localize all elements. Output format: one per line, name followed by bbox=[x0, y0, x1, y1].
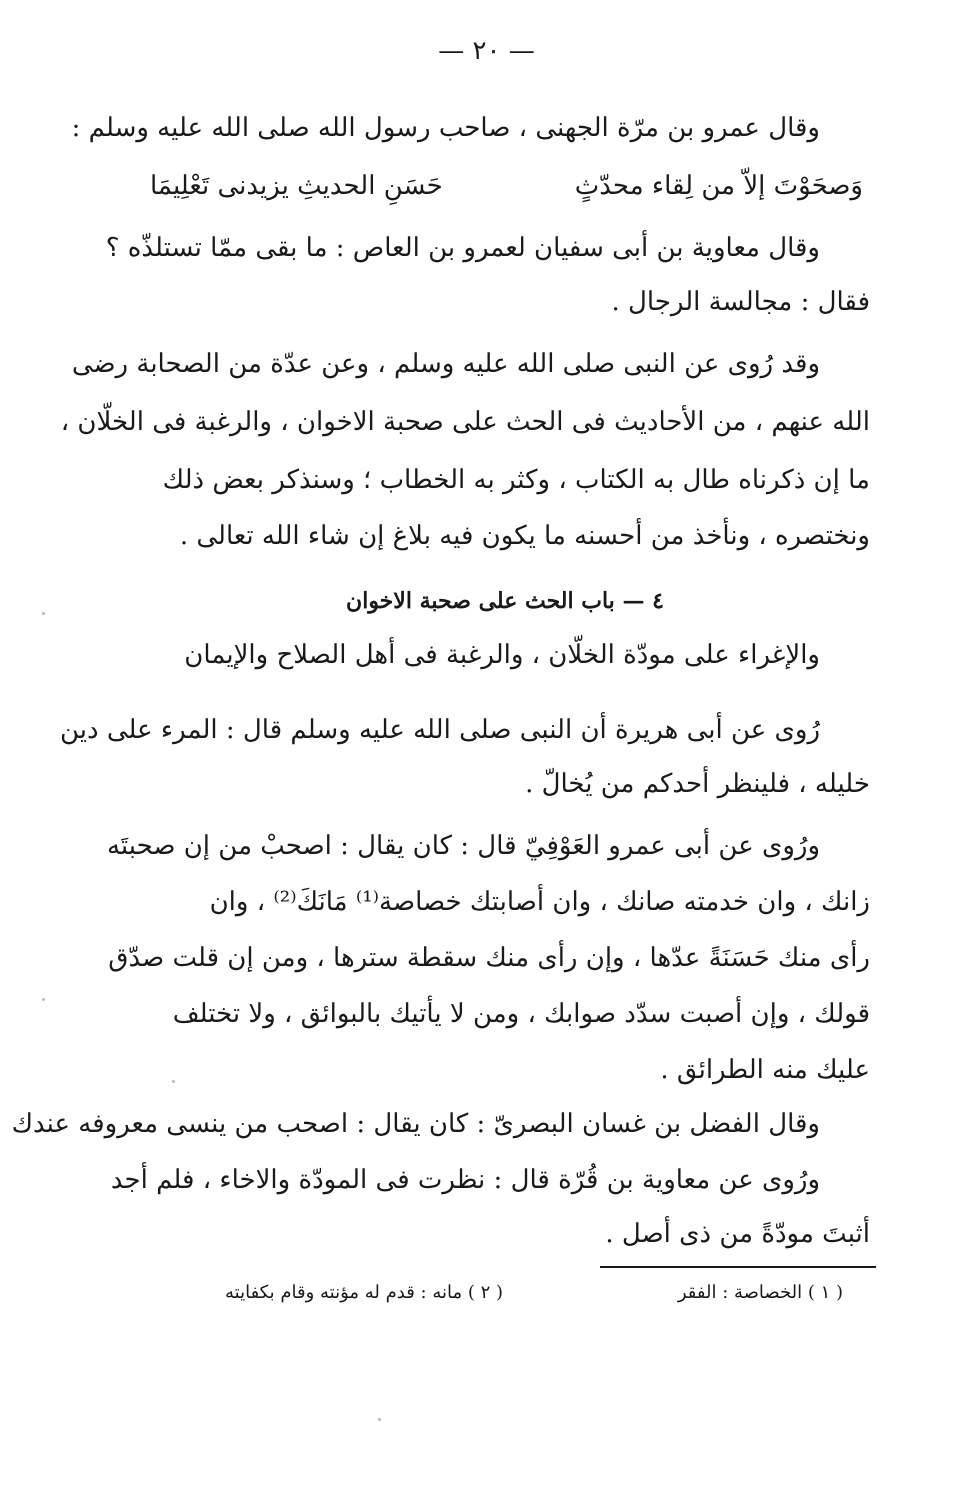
speck bbox=[378, 1418, 381, 1421]
text-line: ونختصره ، ونأخذ من أحسنه ما يكون فيه بلاغ إن شاء الله تعالى . bbox=[179, 521, 870, 551]
text-line: أثبتَ مودّةً من ذى أصل . bbox=[605, 1219, 870, 1249]
speck bbox=[42, 612, 45, 615]
speck bbox=[172, 1080, 175, 1083]
footnote-1: ( ١ ) الخصاصة : الفقر bbox=[677, 1282, 843, 1303]
verse-hemistich-right: وَصحَوْتَ إلاّ من لِقاء محدّثٍ bbox=[574, 171, 863, 201]
footnote-rule bbox=[600, 1266, 876, 1268]
text-line: وقال الفضل بن غسان البصرىّ : كان يقال : اصحب من ينسى معروفه عندك bbox=[11, 1109, 820, 1139]
text-line: قولك ، وإن أصبت سدّد صوابك ، ومن لا يأتيك بالبوائق ، ولا تختلف bbox=[172, 999, 870, 1029]
text-line: ورُوى عن معاوية بن قُرّة قال : نظرت فى المودّة والاخاء ، فلم أجد bbox=[110, 1165, 820, 1195]
text-line: عليك منه الطرائق . bbox=[660, 1055, 870, 1085]
text-line: الله عنهم ، من الأحاديث فى الحث على صحبة الاخوان ، والرغبة فى الخلّان ، bbox=[60, 407, 870, 437]
chapter-subheading: والإغراء على مودّة الخلّان ، والرغبة فى أهل الصلاح والإيمان bbox=[184, 640, 820, 670]
text-line: رُوى عن أبى هريرة أن النبى صلى الله عليه وسلم قال : المرء على دين bbox=[59, 715, 820, 745]
page-number: — ٢٠ — bbox=[438, 36, 535, 66]
text-line: فقال : مجالسة الرجال . bbox=[611, 287, 870, 317]
text-line: وقال عمرو بن مرّة الجهنى ، صاحب رسول الله صلى الله عليه وسلم : bbox=[71, 113, 820, 143]
text-line: ورُوى عن أبى عمرو العَوْفِيّ قال : كان يقال : اصحبْ من إن صحبتَه bbox=[106, 831, 820, 861]
text-line: وقد رُوى عن النبى صلى الله عليه وسلم ، وعن عدّة من الصحابة رضى bbox=[71, 349, 820, 379]
text-line: خليله ، فلينظر أحدكم من يُخالّ . bbox=[525, 769, 870, 799]
text-line: رأى منك حَسَنَةً عدّها ، وإن رأى منك سقطة سترها ، ومن إن قلت صدّق bbox=[108, 943, 870, 973]
text-line: وقال معاوية بن أبى سفيان لعمرو بن العاص : ما بقى ممّا تستلذّه ؟ bbox=[105, 233, 820, 263]
text-line: ما إن ذكرناه طال به الكتاب ، وكثر به الخطاب ؛ وسنذكر بعض ذلك bbox=[162, 465, 870, 495]
text-line: زانك ، وان خدمته صانك ، وان أصابتك خصاصة⁽¹⁾ مَانَكَ⁽²⁾ ، وان bbox=[209, 887, 870, 917]
speck bbox=[42, 998, 45, 1001]
chapter-heading: ٤ — باب الحث على صحبة الاخوان bbox=[346, 588, 664, 614]
footnote-2: ( ٢ ) مانه : قدم له مؤنته وقام بكفايته bbox=[225, 1282, 503, 1303]
verse-hemistich-left: حَسَنِ الحديثِ يزيدنى تَعْلِيمَا bbox=[150, 171, 443, 201]
